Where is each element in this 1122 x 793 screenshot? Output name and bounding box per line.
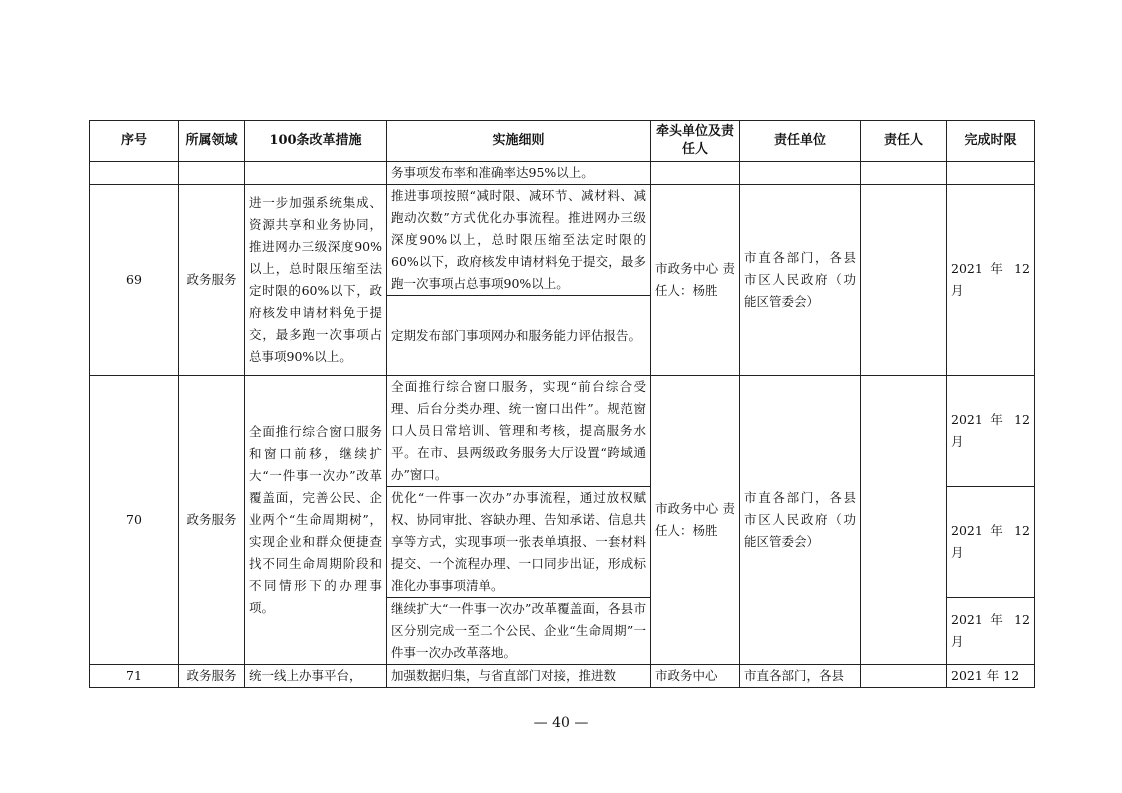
row69-person: [861, 185, 947, 376]
table-row-70: [90, 376, 1035, 487]
row70-unit: 市直各部门，各县市区人民政府（功能区管委会）: [740, 376, 861, 665]
carry-measure: [245, 162, 387, 185]
row70-seq: 70: [90, 376, 179, 665]
row69-domain: 政务服务: [179, 185, 245, 376]
row71-measure: 统一线上办事平台，: [245, 665, 387, 688]
row71-seq: 71: [90, 665, 179, 688]
reform-measures-table: [89, 120, 1035, 688]
row70-deadline-2: 2021 年 12 月: [947, 487, 1035, 598]
row69-detail-2: 定期发布部门事项网办和服务能力评估报告。: [387, 296, 651, 376]
page-number: — 40 —: [533, 715, 589, 731]
row69-seq: 69: [90, 185, 179, 376]
table-header-row: [90, 121, 1035, 162]
carry-lead: [651, 162, 740, 185]
row71-person: [861, 665, 947, 688]
row71-domain: 政务服务: [179, 665, 245, 688]
header-domain: 所属领域: [179, 121, 245, 162]
header-unit: 责任单位: [740, 121, 861, 162]
row69-unit: 市直各部门，各县市区人民政府（功能区管委会）: [740, 185, 861, 376]
row71-lead: 市政务中心: [651, 665, 740, 688]
row71-detail: 加强数据归集，与省直部门对接，推进数: [387, 665, 651, 688]
carry-deadline: [947, 162, 1035, 185]
row71-deadline: 2021 年 12: [947, 665, 1035, 688]
carry-person: [861, 162, 947, 185]
row70-lead: 市政务中心 责任人：杨胜: [651, 376, 740, 665]
table-row-69: [90, 185, 1035, 296]
table-row-71: [90, 665, 1035, 688]
row69-deadline: 2021 年 12 月: [947, 185, 1035, 376]
row70-detail-1: 全面推行综合窗口服务，实现“前台综合受理、后台分类办理、统一窗口出件”。规范窗口人员日常培训、管理和考核，提高服务水平。在市、县两级政务服务大厅设置“跨域通办”窗口。: [387, 376, 651, 487]
header-measure: 100条改革措施: [245, 121, 387, 162]
carry-detail: 务事项发布率和准确率达95%以上。: [387, 162, 651, 185]
header-detail: 实施细则: [387, 121, 651, 162]
row71-unit: 市直各部门，各县: [740, 665, 861, 688]
carry-domain: [179, 162, 245, 185]
carry-seq: [90, 162, 179, 185]
row69-detail-1: 推进事项按照“减时限、减环节、减材料、减跑动次数”方式优化办事流程。推进网办三级深度90%以上，总时限压缩至法定时限的60%以下，政府核发申请材料免于提交，最多跑一次事项占总事项90%以上。: [387, 185, 651, 296]
row69-measure: 进一步加强系统集成、资源共享和业务协同，推进网办三级深度90%以上，总时限压缩至法定时限的60%以下，政府核发申请材料免于提交，最多跑一次事项占总事项90%以上。: [245, 185, 387, 376]
header-lead: 牵头单位及责任人: [651, 121, 740, 162]
row70-detail-2: 优化“一件事一次办”办事流程，通过放权赋权、协同审批、容缺办理、告知承诺、信息共享等方式，实现事项一张表单填报、一套材料提交、一个流程办理、一口同步出证，形成标准化办事事项清单。: [387, 487, 651, 598]
table-row-carry: [90, 162, 1035, 185]
row70-domain: 政务服务: [179, 376, 245, 665]
header-person: 责任人: [861, 121, 947, 162]
row70-person: [861, 376, 947, 665]
header-seq: 序号: [90, 121, 179, 162]
header-deadline: 完成时限: [947, 121, 1035, 162]
carry-unit: [740, 162, 861, 185]
row70-deadline-3: 2021 年 12 月: [947, 598, 1035, 665]
row69-lead: 市政务中心 责任人：杨胜: [651, 185, 740, 376]
row70-detail-3: 继续扩大“一件事一次办”改革覆盖面，各县市区分别完成一至二个公民、企业“生命周期”一件事一次办改革落地。: [387, 598, 651, 665]
row70-measure: 全面推行综合窗口服务和窗口前移，继续扩大“一件事一次办”改革覆盖面，完善公民、企业两个“生命周期树”，实现企业和群众便捷查找不同生命周期阶段和不同情形下的办理事项。: [245, 376, 387, 665]
row70-deadline-1: 2021 年 12 月: [947, 376, 1035, 487]
